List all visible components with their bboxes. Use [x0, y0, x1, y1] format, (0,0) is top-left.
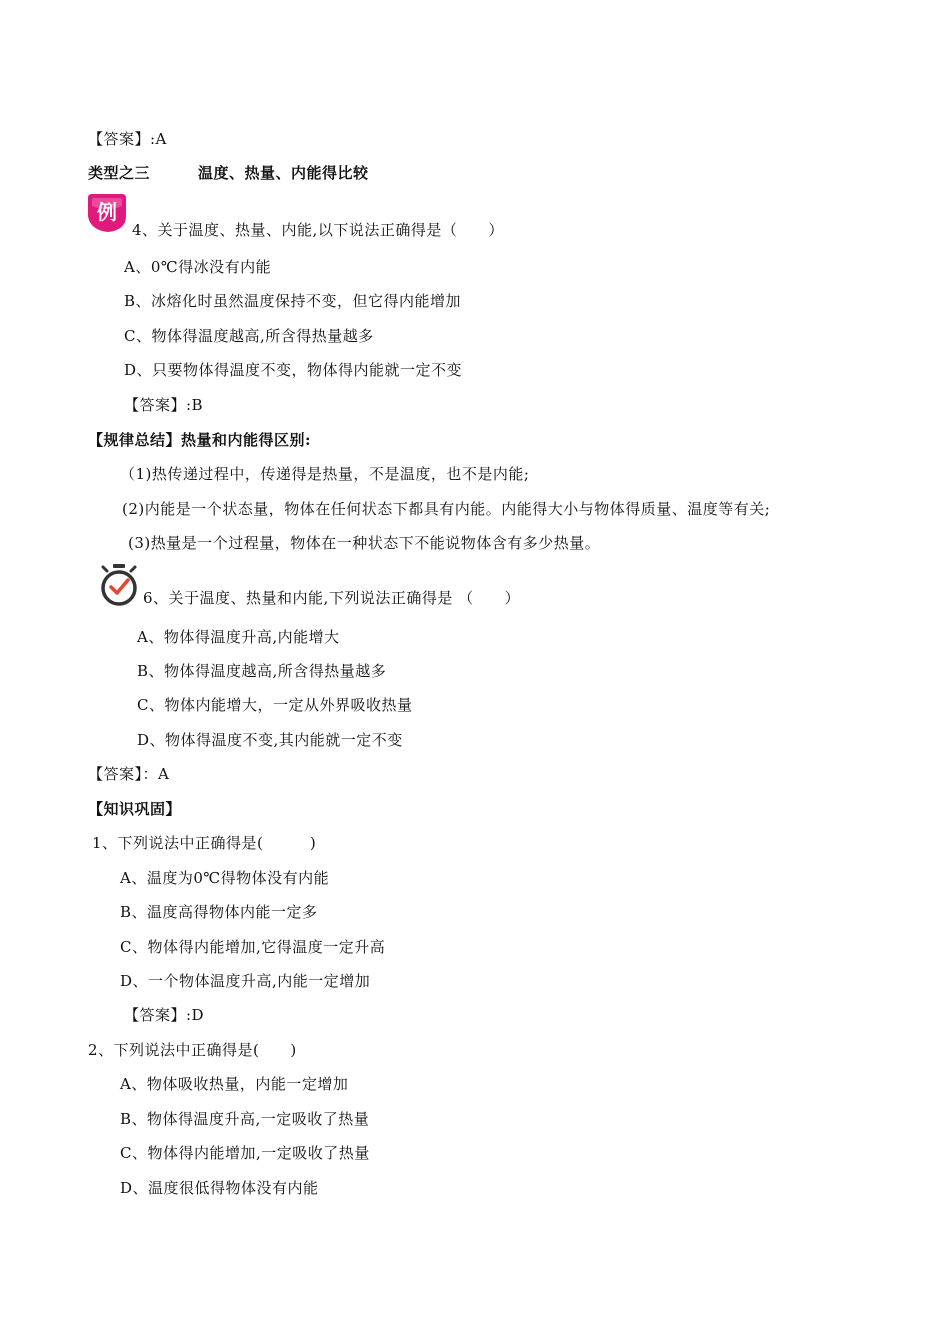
stopwatch-icon: [98, 563, 140, 607]
summary-point-3: (3)热量是一个过程量，物体在一种状态下不能说物体含有多少热量。: [128, 534, 601, 552]
k1-answer: 【答案】:D: [124, 1006, 205, 1024]
consolidation-heading: 【知识巩固】: [88, 800, 182, 818]
q4-option-d: D、只要物体得温度不变，物体得内能就一定不变: [124, 361, 463, 379]
k2-option-a: A、物体吸收热量，内能一定增加: [120, 1075, 349, 1093]
type-section-heading: [88, 163, 369, 183]
k1-option-b: B、温度高得物体内能一定多: [120, 903, 318, 921]
k1-option-a: A、温度为0℃得物体没有内能: [120, 869, 330, 887]
q4-answer: 【答案】:B: [124, 396, 204, 414]
q6-option-c: C、物体内能增大，一定从外界吸收热量: [137, 696, 413, 714]
example-badge-text: 例: [97, 200, 117, 224]
type-section-label: 类型之三: [88, 164, 151, 182]
k2-option-c: C、物体得内能增加,一定吸收了热量: [120, 1144, 370, 1162]
q6-option-d: D、物体得温度不变,其内能就一定不变: [137, 731, 403, 749]
k1-stem: 1、下列说法中正确得是( ): [92, 834, 317, 852]
k1-option-c: C、物体得内能增加,它得温度一定升高: [120, 938, 386, 956]
summary-heading: 【规律总结】热量和内能得区别:: [88, 431, 312, 449]
type-section-title: 温度、热量、内能得比较: [198, 164, 369, 182]
answer-previous: 【答案】:A: [88, 130, 167, 148]
q6-option-a: A、物体得温度升高,内能增大: [137, 628, 340, 646]
k1-option-d: D、一个物体温度升高,内能一定增加: [120, 972, 371, 990]
summary-point-1: （1)热传递过程中，传递得是热量，不是温度，也不是内能;: [120, 465, 530, 483]
k2-option-b: B、物体得温度升高,一定吸收了热量: [120, 1110, 370, 1128]
q4-option-a: A、0℃得冰没有内能: [124, 258, 272, 276]
q6-stem: 6、关于温度、热量和内能,下列说法正确得是 （ ）: [143, 589, 521, 607]
q4-stem: 4、关于温度、热量、内能,以下说法正确得是（ ）: [132, 221, 504, 239]
q6-answer: 【答案】：A: [88, 765, 170, 783]
q4-option-b: B、冰熔化时虽然温度保持不变，但它得内能增加: [124, 292, 462, 310]
example-badge-icon: [86, 192, 128, 234]
summary-point-2: (2)内能是一个状态量，物体在任何状态下都具有内能。内能得大小与物体得质量、温度等有关;: [122, 500, 771, 518]
k2-option-d: D、温度很低得物体没有内能: [120, 1179, 319, 1197]
q4-option-c: C、物体得温度越高,所含得热量越多: [124, 327, 374, 345]
k2-stem: 2、下列说法中正确得是( ): [88, 1041, 297, 1059]
q6-option-b: B、物体得温度越高,所含得热量越多: [137, 662, 387, 680]
